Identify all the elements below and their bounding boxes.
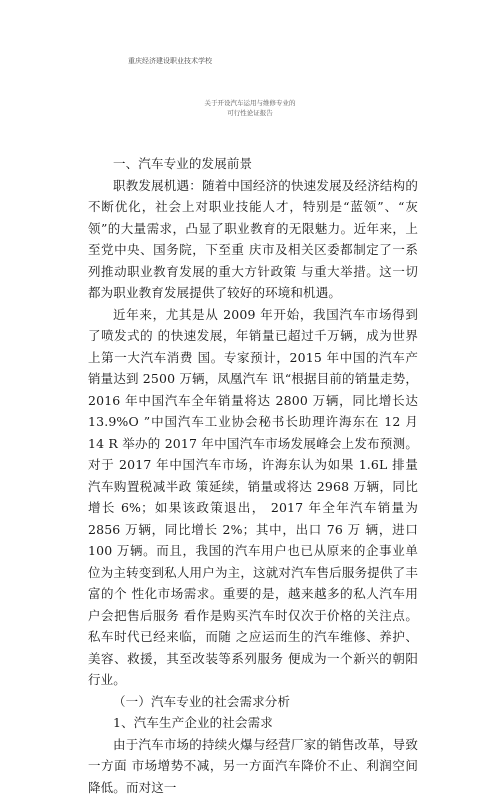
item1-heading: 1、汽车生产企业的社会需求 — [88, 712, 418, 734]
paragraph-1: 职教发展机遇：随着中国经济的快速发展及经济结构的不断优化，社会上对职业技能人才，特别是“蓝领”、“灰领”的大量需求，凸显了职业教育的无限魅力。近年来，上至党中央、国务院，下至重 庆市及相关区委都制定了一系列推动职业教育发展的重大方针政策 与重大举措。这一切都为职业教育发展提供了较好的环境和机遇。 — [88, 175, 418, 304]
document-body — [88, 153, 418, 798]
school-name: 重庆经济建设职业技术学校 — [128, 57, 212, 66]
report-title-line1: 关于开设汽车运用与维修专业的 — [0, 99, 500, 108]
subsection-heading: （一）汽车专业的社会需求分析 — [88, 691, 418, 713]
section1-heading: 一、汽车专业的发展前景 — [88, 153, 418, 175]
paragraph-2: 近年来，尤其是从 2009 年开始，我国汽车市场得到了喷发式的 的快速发展，年销量已超过千万辆，成为世界上第一大汽车消费 国。专家预计，2015 年中国的汽车产销量达到 2500 万辆，凤凰汽车 讯“根据目前的销量走势，2016 年中国汽车全年销量将达 2800 万辆，同比增长达 13.9%O ”中国汽车工业协会秘书长助理许海东在 12 月 14 R 举办的 2017 年中国汽车市场发展峰会上发布预测。对于 2017 年中国汽车市场，许海东认为如果 1.6L 排量汽车购置税减半政 策延续，销量或将达 2968 万辆，同比增长 6%；如果该政策退出， 2017 年全年汽车销量为 2856 万辆，同比增长 2%；其中，出口 76 万 辆，进口 100 万辆。而且，我国的汽车用户也已从原来的企事业单 位为主转变到私人用户为主，这就对汽车售后服务提供了丰富的个 性化市场需求。重要的是，越来越多的私人汽车用户会把售后服务 看作是购买汽车时仅次于价格的关注点。私车时代已经来临，而随 之应运而生的汽车维修、养护、美容、救援，其至改装等系列服务 便成为一个新兴的朝阳行业。 — [88, 304, 418, 691]
report-title-line2: 可行性论证报告 — [0, 109, 500, 118]
paragraph-3: 由于汽车市场的持续火爆与经营厂家的销售改革，导致一方面 市场增势不减，另一方面汽车降价不止、利润空间降低。而对这一 — [88, 734, 418, 798]
